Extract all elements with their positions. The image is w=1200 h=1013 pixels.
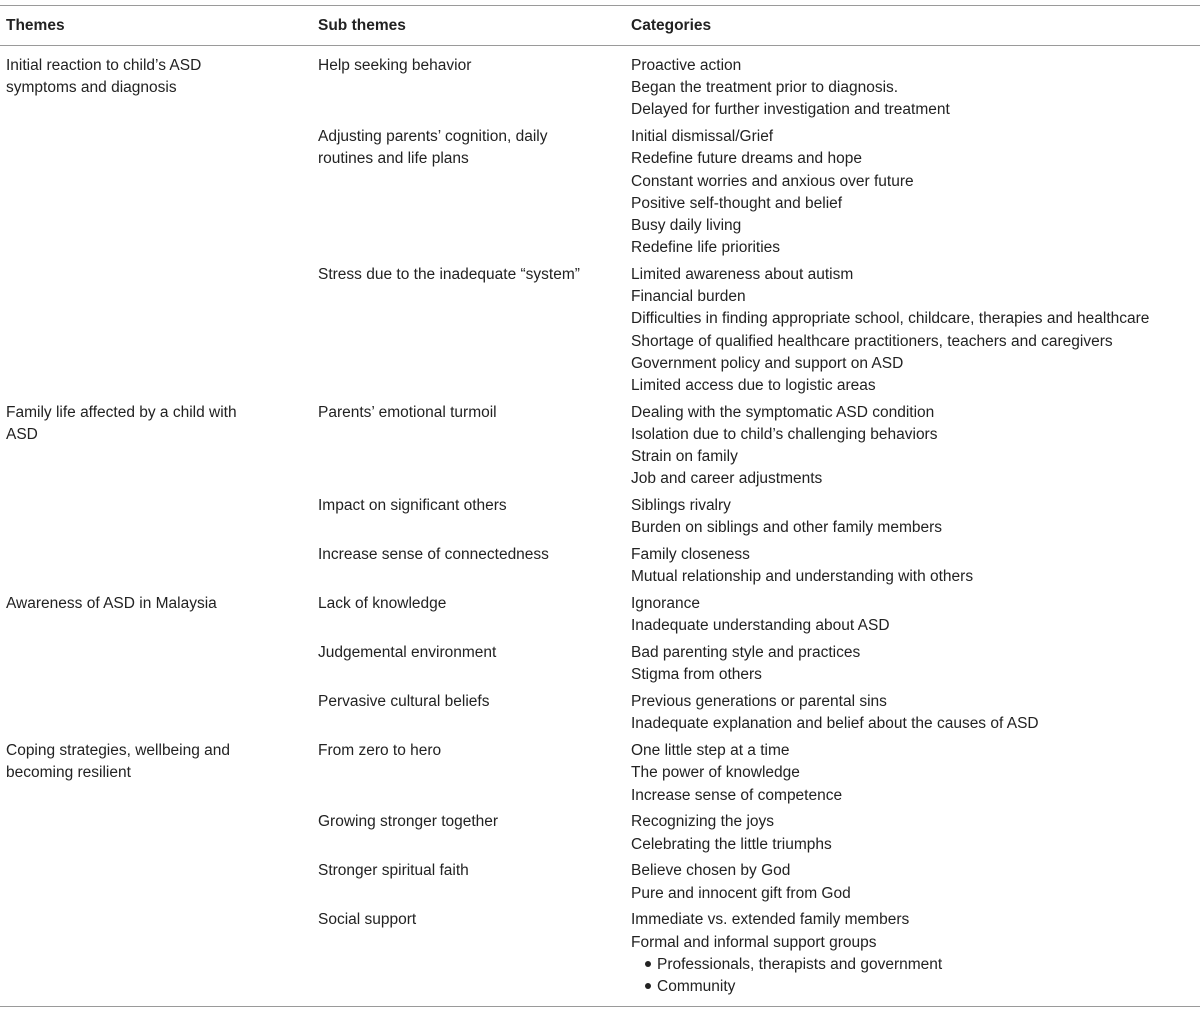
category-item: Limited access due to logistic areas [631, 377, 876, 395]
category-item: Siblings rivalry [631, 497, 731, 515]
table-row [0, 402, 1200, 593]
bullet-icon [645, 961, 651, 967]
category-item: Believe chosen by God [631, 862, 791, 880]
subtheme-cell: Help seeking behavior [318, 57, 472, 74]
subtheme-group [0, 495, 1200, 544]
bullet-text: Community [657, 978, 736, 996]
category-item: Initial dismissal/Grief [631, 128, 774, 146]
category-item: Began the treatment prior to diagnosis. [631, 79, 899, 97]
category-item: Formal and informal support groups [631, 933, 877, 951]
categories-cell [631, 740, 1196, 807]
category-item: Busy daily living [631, 217, 742, 235]
category-item: Bad parenting style and practices [631, 644, 861, 662]
subtheme-cell: Stronger spiritual faith [318, 862, 469, 880]
categories-cell [631, 264, 1196, 397]
subtheme-cell: Adjusting parents’ cognition, daily routines and life plans [318, 128, 548, 168]
category-item: Difficulties in finding appropriate school, childcare, therapies and healthcare [631, 310, 1150, 328]
table-body [0, 55, 1200, 1003]
category-item: Shortage of qualified healthcare practitioners, teachers and caregivers [631, 332, 1113, 350]
category-item: Proactive action [631, 57, 742, 74]
category-item: Inadequate understanding about ASD [631, 617, 890, 635]
category-item: Increase sense of competence [631, 786, 843, 804]
subtheme-cell: Pervasive cultural beliefs [318, 693, 490, 711]
category-item: One little step at a time [631, 742, 790, 760]
subtheme-group [0, 55, 1200, 126]
subtheme-group [0, 860, 1200, 909]
categories-cell [631, 495, 1196, 539]
category-item: Inadequate explanation and belief about the causes of ASD [631, 715, 1039, 733]
subtheme-group [0, 593, 1200, 642]
subtheme-group [0, 909, 1200, 1002]
category-item: Dealing with the symptomatic ASD condition [631, 403, 935, 421]
table-row [0, 740, 1200, 1003]
subtheme-group [0, 544, 1200, 593]
category-item: Family closeness [631, 546, 750, 564]
subtheme-group [0, 402, 1200, 495]
subtheme-group [0, 264, 1200, 402]
category-item: Immediate vs. extended family members [631, 911, 910, 929]
subtheme-group [0, 642, 1200, 691]
category-item: Redefine life priorities [631, 239, 781, 257]
subtheme-cell: Judgemental environment [318, 644, 497, 662]
category-item: Previous generations or parental sins [631, 693, 887, 711]
categories-cell [631, 402, 1196, 491]
category-item: Stigma from others [631, 666, 762, 684]
category-item: Recognizing the joys [631, 813, 775, 831]
subtheme-group [0, 126, 1200, 264]
header-sub-themes: Sub themes [318, 17, 406, 34]
category-item: Redefine future dreams and hope [631, 150, 862, 168]
category-item: Strain on family [631, 448, 738, 466]
category-item: Mutual relationship and understanding with others [631, 568, 974, 586]
category-item: Constant worries and anxious over future [631, 172, 914, 190]
header-categories: Categories [631, 17, 712, 34]
subtheme-cell: Parents’ emotional turmoil [318, 403, 497, 421]
theme-cell: Initial reaction to child’s ASD symptoms and diagnosis [6, 57, 202, 97]
subtheme-cell: Impact on significant others [318, 497, 507, 515]
table-bottom-rule [0, 1006, 1200, 1007]
categories-cell [631, 593, 1196, 637]
subtheme-group [0, 811, 1200, 860]
category-item: Financial burden [631, 288, 746, 306]
categories-cell [631, 126, 1196, 259]
category-item: Isolation due to child’s challenging behaviors [631, 426, 938, 444]
category-bullet-item [631, 954, 1196, 976]
categories-cell [631, 544, 1196, 588]
categories-cell [631, 811, 1196, 855]
subtheme-group [0, 740, 1200, 811]
subtheme-cell: Increase sense of connectedness [318, 546, 549, 564]
categories-cell [631, 55, 1196, 122]
bullet-text: Professionals, therapists and government [657, 955, 943, 973]
table-row [0, 593, 1200, 740]
categories-cell [631, 909, 1196, 998]
subtheme-cell: Lack of knowledge [318, 595, 447, 613]
category-item: Burden on siblings and other family members [631, 519, 943, 537]
table-row [0, 55, 1200, 402]
theme-cell: Awareness of ASD in Malaysia [6, 595, 217, 613]
categories-cell [631, 691, 1196, 735]
theme-cell: Coping strategies, wellbeing and becoming resilient [6, 742, 231, 782]
subtheme-cell: Stress due to the inadequate “system” [318, 266, 580, 284]
subtheme-cell: Growing stronger together [318, 813, 499, 831]
subtheme-group [0, 691, 1200, 740]
category-item: Ignorance [631, 595, 700, 613]
category-item: Job and career adjustments [631, 470, 823, 488]
subtheme-cell: Social support [318, 911, 417, 929]
header-themes: Themes [6, 17, 65, 34]
category-item: Government policy and support on ASD [631, 354, 904, 372]
bullet-icon [645, 983, 651, 989]
categories-cell [631, 642, 1196, 686]
category-item: Positive self-thought and belief [631, 194, 843, 212]
theme-cell: Family life affected by a child with ASD [6, 403, 237, 444]
category-item: The power of knowledge [631, 764, 800, 782]
category-bullet-item [631, 976, 1196, 998]
table-header [0, 5, 1200, 45]
table-header-rule [0, 45, 1200, 46]
categories-cell [631, 860, 1196, 904]
category-item: Pure and innocent gift from God [631, 884, 851, 902]
category-item: Limited awareness about autism [631, 266, 854, 284]
category-item: Delayed for further investigation and treatment [631, 101, 950, 119]
category-item: Celebrating the little triumphs [631, 835, 832, 853]
subtheme-cell: From zero to hero [318, 742, 442, 760]
